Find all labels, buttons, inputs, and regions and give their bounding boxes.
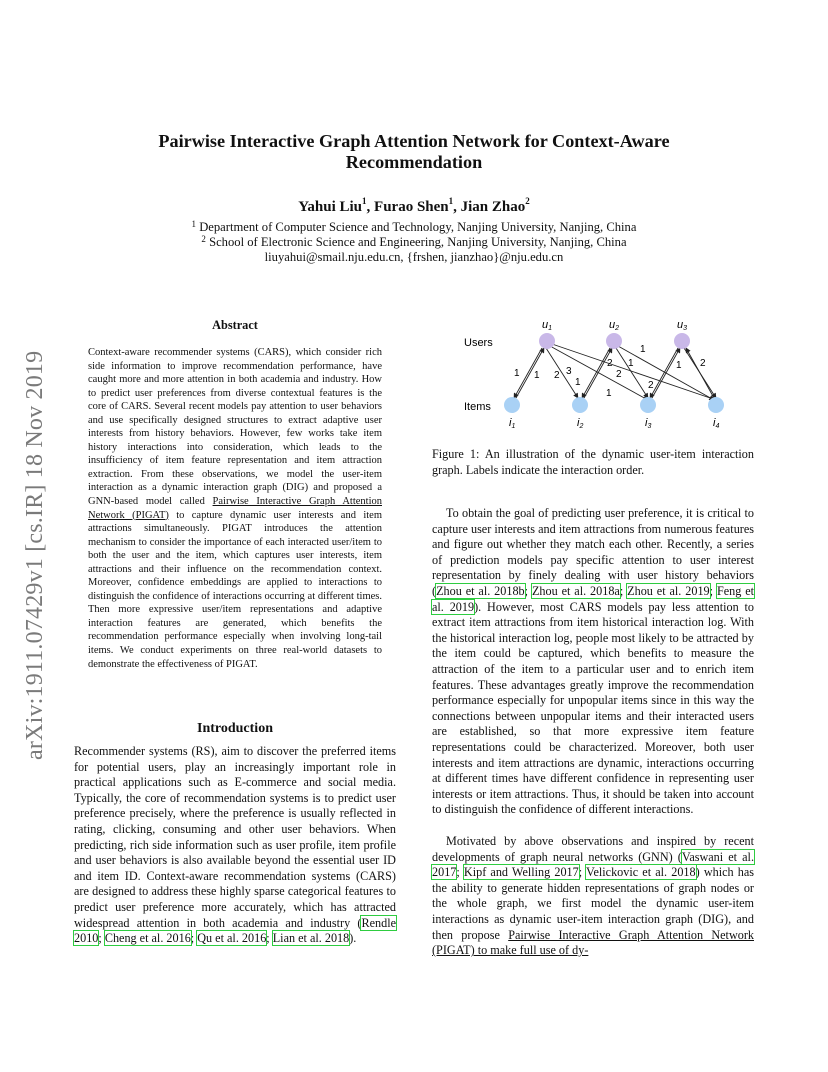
citation-link[interactable]: Lian et al. 2018	[272, 931, 350, 946]
svg-text:1: 1	[534, 370, 540, 381]
author-name: Jian Zhao	[460, 199, 526, 215]
graph-edges	[514, 344, 716, 400]
user-node	[606, 333, 622, 349]
introduction-body: Recommender systems (RS), aim to discover the preferred items for potential users, play an increasingly important role in practical applications such as E-commerce and social media. Typically, the core of recommendation systems is to predict user preference precisely, where the preference is usually reflected in rating, clicking, consuming and other user behaviors. When predicting, rich side information such as user profile, item profile and user behaviors is also available beyond the essential user ID and item ID. Context-aware recommendation systems (CARS) are designed to address these highly sparse categorical features to predict user preference more accurately, which has attracted widespread attention in both academia and industry (Rendle 2010; Cheng et al. 2016; Qu et al. 2016; Lian et al. 2018).	[74, 744, 396, 946]
item-node	[640, 397, 656, 413]
svg-text:i2: i2	[577, 417, 584, 430]
svg-text:i1: i1	[509, 417, 516, 430]
user-node	[674, 333, 690, 349]
svg-text:2: 2	[648, 380, 654, 391]
citation-link[interactable]: Kipf and Welling 2017	[463, 865, 579, 880]
arxiv-identifier: arXiv:1911.07429v1 [cs.IR] 18 Nov 2019	[22, 350, 48, 760]
item-node	[708, 397, 724, 413]
body-paragraph: To obtain the goal of predicting user preference, it is critical to capture user interests and item attractions from numerous features and figure out whether they match each other. Recently, a series of prediction models pay specific attention to user interest representation by finely dealing with user history behaviors (Zhou et al. 2018b; Zhou et al. 2018a; Zhou et al. 2019; Feng et al. 2019). However, most CARS models pay less attention to extract item attractions from item historical interaction log. With the historical interaction log, people most likely to be attracted by the item could be captured, which benefits to measure the attraction of the item to a particular user and to enrich item features. These advantages greatly improve the recommendation performance especially for unpopular items since in this way the connections between unpopular items and their interacted users are established, so that more expressive item feature representations could be characterized. Moreover, both user interests and item attractions are dynamic, interactions occurring at different times have different confidence in representing user interests or item attractions. Thus, it should be taken into account to distinguish the confidence of different interactions.	[432, 506, 755, 817]
citation-link[interactable]: Zhou et al. 2019	[627, 583, 710, 598]
paper-title: Pairwise Interactive Graph Attention Network for Context-Aware Recommendation	[158, 131, 670, 172]
citation-link[interactable]: Qu et al. 2016	[197, 931, 267, 946]
users-row-label: Users	[464, 337, 493, 349]
svg-text:1: 1	[640, 344, 646, 355]
author-emails: liuyahui@smail.nju.edu.cn, {frshen, jianzhao}@nju.edu.cn	[264, 250, 564, 264]
svg-text:1: 1	[514, 368, 520, 379]
citation-link[interactable]: Zhou et al. 2018b	[436, 583, 525, 598]
affiliation-1: $^1$ Department of Computer Science and Technology, Nanjing University, Nanjing, China	[191, 219, 637, 234]
item-node	[504, 397, 520, 413]
svg-text:1: 1	[606, 388, 612, 399]
citation-link[interactable]: Velickovic et al. 2018	[586, 865, 696, 880]
citation-link[interactable]: Zhou et al. 2018a	[531, 583, 620, 598]
author-name: Furao Shen	[374, 199, 449, 215]
svg-text:3: 3	[566, 366, 572, 377]
affiliation-2: $^2$ School of Electronic Science and Engineering, Nanjing University, Nanjing, China	[201, 234, 627, 249]
item-node	[572, 397, 588, 413]
svg-text:u1: u1	[542, 319, 553, 332]
svg-text:i4: i4	[713, 417, 720, 430]
figure-caption: Figure 1: An illustration of the dynamic user-item interaction graph. Labels indicate the interaction order.	[432, 447, 754, 477]
svg-text:2: 2	[554, 370, 560, 381]
interaction-graph-figure	[432, 310, 754, 440]
svg-text:u2: u2	[609, 319, 620, 332]
svg-text:i3: i3	[645, 417, 652, 430]
citation-link[interactable]: Vaswani et al. 2017	[432, 849, 754, 880]
user-node	[539, 333, 555, 349]
svg-text:u3: u3	[677, 319, 688, 332]
svg-text:1: 1	[628, 358, 634, 369]
citation-link[interactable]: Rendle 2010	[74, 915, 396, 946]
citation-link[interactable]: Cheng et al. 2016	[104, 931, 191, 946]
svg-text:1: 1	[575, 377, 581, 388]
author-list: Yahui Liu$^1$, Furao Shen$^1$, Jian Zhao$^2$	[298, 196, 530, 215]
svg-text:1: 1	[676, 360, 682, 371]
items-row-label: Items	[464, 401, 491, 413]
introduction-heading: Introduction	[197, 721, 273, 736]
svg-text:2: 2	[616, 369, 622, 380]
abstract-heading: Abstract	[212, 318, 258, 332]
svg-text:2: 2	[700, 358, 706, 369]
author-name: Yahui Liu	[298, 199, 363, 215]
svg-text:2: 2	[607, 358, 613, 369]
body-paragraph: Motivated by above observations and inspired by recent developments of graph neural networks (GNN) (Vaswani et al. 2017; Kipf and Welling 2017; Velickovic et al. 2018) which has the ability to generate hidden representations of graph nodes or the whole graph, we first model the dynamic user-item interactions as dynamic user-item interaction graph (DIG), and then propose Pairwise Interactive Graph Attention Network (PIGAT) to make full use of dy-	[432, 834, 755, 958]
citation-link[interactable]: Feng et al. 2019	[432, 583, 755, 614]
abstract-body: Context-aware recommender systems (CARS), which consider rich side information to improve recommendation performance, have caught more and more attention in both academia and industry. How to predict user preferences from diverse contextual features is the core of CARS. Several recent models pay attention to user behaviors and use specifically designed structures to extract adaptive user interests from history behaviors. However, few works take item history interactions into consideration, which leads to the insufficiency of item feature representation and item attraction extraction. From these observations, we model the user-item interaction as a dynamic interaction graph (DIG) and proposed a GNN-based model called Pairwise Interactive Graph Attention Network (PIGAT) to capture dynamic user interests and item attractions simultaneously. PIGAT introduces the attention mechanism to consider the importance of each interacted user/item to both the user and the item, which captures user interests, item attractions and their influence on the recommendation context. Moreover, confidence embeddings are applied to interactions to distinguish the confidence of interactions occurring at different times. Then more expressive user/item representations and adaptive interaction features are generated, which benefits the recommendation performance especially when involving long-tail items. We conduct experiments on three real-world datasets to demonstrate the effectiveness of PIGAT.	[88, 347, 382, 670]
